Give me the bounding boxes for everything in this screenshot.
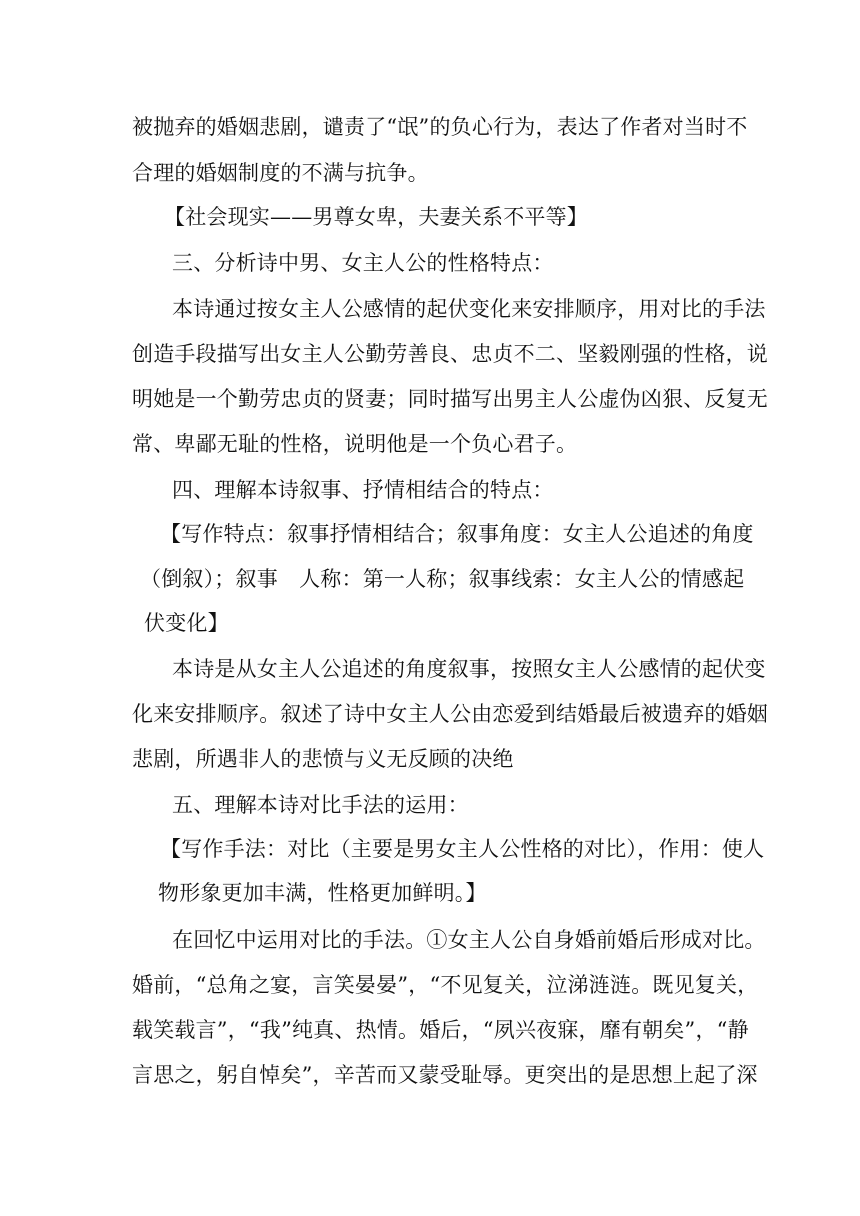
- text-line-3: 【社会现实——男尊女卑，夫妻关系不平等】: [164, 205, 588, 229]
- text-line-20: 婚前，“总角之宴，言笑晏晏”，“不见复关，泣涕涟涟。既见复关，: [132, 973, 759, 997]
- text-line-14: 化来安排顺序。叙述了诗中女主人公由恋爱到结婚最后被遗弃的婚姻: [132, 702, 768, 726]
- text-line-13: 本诗是从女主人公追述的角度叙事，按照女主人公感情的起伏变: [172, 657, 766, 681]
- text-line-10: 【写作特点：叙事抒情相结合；叙事角度：女主人公追述的角度: [160, 522, 754, 546]
- text-line-18: 物形象更加丰满，性格更加鲜明。】: [158, 881, 487, 905]
- text-line-6: 创造手段描写出女主人公勤劳善良、忠贞不二、坚毅刚强的性格，说: [132, 342, 768, 366]
- text-line-2: 合理的婚姻制度的不满与抗争。: [132, 161, 429, 185]
- text-line-12: 伏变化】: [144, 611, 229, 635]
- text-line-7: 明她是一个勤劳忠贞的贤妻；同时描写出男主人公虚伪凶狠、反复无: [132, 387, 768, 411]
- text-line-15: 悲剧，所遇非人的悲愤与义无反顾的决绝: [132, 747, 514, 771]
- text-line-5: 本诗通过按女主人公感情的起伏变化来安排顺序，用对比的手法: [172, 297, 766, 321]
- text-line-19: 在回忆中运用对比的手法。①女主人公自身婚前婚后形成对比。: [172, 928, 766, 952]
- text-line-17: 【写作手法：对比（主要是男女主人公性格的对比），作用：使人: [160, 837, 765, 861]
- section-heading-5: 五、理解本诗对比手法的运用：: [172, 793, 469, 817]
- text-line-1: 被抛弃的婚姻悲剧，谴责了“氓”的负心行为，表达了作者对当时不: [132, 115, 748, 139]
- text-line-8: 常、卑鄙无耻的性格，说明他是一个负心君子。: [132, 432, 578, 456]
- text-line-11: （倒叙）；叙事 人称：第一人称；叙事线索：女主人公的情感起: [140, 567, 745, 591]
- section-heading-3: 三、分析诗中男、女主人公的性格特点：: [172, 251, 554, 275]
- section-heading-4: 四、理解本诗叙事、抒情相结合的特点：: [172, 478, 554, 502]
- text-line-21: 载笑载言”，“我”纯真、热情。婚后，“夙兴夜寐，靡有朝矣”，“静: [132, 1018, 749, 1042]
- text-line-22: 言思之，躬自悼矣”，辛苦而又蒙受耻辱。更突出的是思想上起了深: [132, 1063, 758, 1087]
